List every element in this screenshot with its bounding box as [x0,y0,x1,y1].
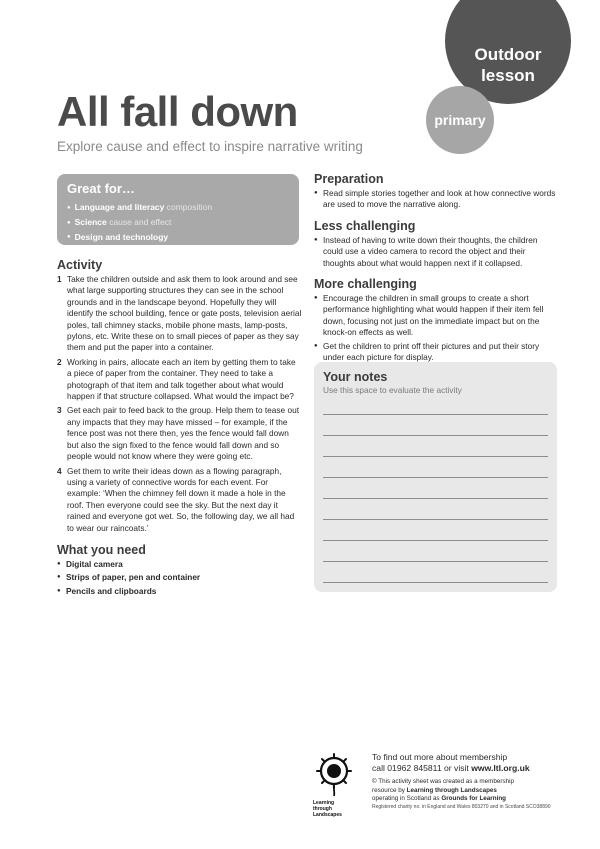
step-number: 3 [57,405,62,416]
great-for-item-bold: Language and literacy [74,202,165,212]
contact-text: call 01962 845811 or visit [372,763,472,773]
notes-writing-line [323,498,548,499]
activity-steps [57,274,302,534]
outdoor-badge-line2: lesson [481,66,535,85]
step-number: 2 [57,356,62,367]
notes-writing-line [323,519,548,520]
footer [372,752,572,811]
preparation-list [314,188,557,211]
left-column [57,258,302,599]
list-item: ● Read simple stories together and look at how connective words are used to move the narrative along. [314,188,557,211]
copyright-line [372,787,572,796]
what-you-need-heading: What you need [57,542,146,557]
notes-writing-line [323,477,548,478]
copyright-text: operating in Scotland as [372,795,442,803]
org-name: Learning through Landscapes [406,786,497,794]
notes-writing-line [323,435,548,436]
page-title: All fall down [57,88,298,135]
right-column [314,172,557,365]
logo-word: Learning [313,800,335,806]
website-link[interactable]: www.ltl.org.uk [471,763,530,773]
activity-step [57,274,302,354]
copyright-text: resource by [372,786,407,794]
list-item: ● Get the children to print off their pictures and put their story under each picture for display. [314,341,557,364]
notes-writing-line [323,456,548,457]
great-for-list [67,200,289,244]
copyright-info [372,778,572,811]
copyright-line [372,795,572,804]
list-item: ● Instead of having to write down their thoughts, the children could use a video camera to record the object and their thoughts about what would happen next if it collapsed. [314,235,557,269]
activity-step [57,405,302,462]
great-for-heading: Great for… [67,181,135,196]
great-for-box [57,174,299,245]
step-text: Working in pairs, allocate each an item by getting them to take a piece of paper from the container. They need to take a photograph of that item and talk together about what would happen if that structure collapsed. What would the impact be? [67,356,296,402]
more-challenging-list [314,293,557,363]
logo-word: Landscapes [313,812,342,818]
notes-writing-line [323,561,548,562]
outdoor-badge-line1: Outdoor [474,45,542,64]
membership-info [372,752,572,774]
great-for-item-bold: Design and technology [74,231,169,242]
what-you-need-list [57,559,302,597]
list-item: ● Digital camera [57,559,302,570]
great-for-item-bold: Science [74,216,107,227]
org-name: Grounds for Learning [441,795,507,803]
step-text: Take the children outside and ask them to look around and see what large supporting structures they can see in the school grounds and in the landscape beyond. Hopefully they will identify the school building, fence or gate posts, television aerial poles, tall chimney stacks, mobile phone masts, lamp-posts, pylons, etc. Write these on to small pieces of paper as they say them and put the paper into a container. [67,274,302,353]
preparation-heading: Preparation [314,172,384,186]
membership-line: To find out more about membership [372,752,508,762]
less-challenging-list [314,235,557,269]
list-item: ● Strips of paper, pen and container [57,572,302,583]
notes-writing-line [323,414,548,415]
sunflower-icon [317,754,351,796]
notes-heading: Your notes [323,370,388,384]
less-challenging-heading: Less challenging [314,218,416,233]
activity-heading: Activity [57,258,103,272]
great-for-item-text: composition [164,202,213,212]
registered-charity: Registered charity no. in England and Wales 803270 and in Scotland SCO38890 [372,803,551,810]
copyright-line: © This activity sheet was created as a membership [372,778,515,785]
list-item: ● Pencils and clipboards [57,586,302,597]
your-notes-box [314,362,557,592]
primary-badge [426,86,494,154]
more-challenging-heading: More challenging [314,277,417,292]
activity-step [57,466,302,534]
activity-step [57,357,302,403]
learning-through-landscapes-logo [313,752,355,820]
notes-writing-line [323,540,548,541]
notes-hint: Use this space to evaluate the activity [323,385,462,395]
list-item: ● Encourage the children in small groups to create a short performance highlighting what would happen if their item fell down, focusing not just on the immediate impact but on the knock-on effects as well. [314,293,557,339]
logo-word: through [313,806,332,812]
step-number: 4 [57,465,62,476]
great-for-item [67,200,289,215]
step-text: Get each pair to feed back to the group. Help them to tease out any impacts that they may have missed – for example, if the fence post was not there then, yes the fence would fall down but also the sign fixed to the fence would fall down and so people would not know where they were going etc. [67,405,299,462]
great-for-item [67,215,289,230]
step-text: Get them to write their ideas down as a flowing paragraph, using a variety of connective words for each event. For example: ‘When the chimney fell down it made a hole in the roof. Then everyone could see the sky. But the next day it rained and everyone got wet. So, the following day, we all had to wear our raincoats.’ [67,465,295,533]
page-subtitle: Explore cause and effect to inspire narrative writing [57,139,363,154]
great-for-item [67,230,289,245]
great-for-item-text: cause and effect [106,216,172,227]
contact-line [372,763,572,774]
primary-badge-label: primary [434,112,486,128]
step-number: 1 [57,274,62,284]
notes-writing-line [323,582,548,583]
